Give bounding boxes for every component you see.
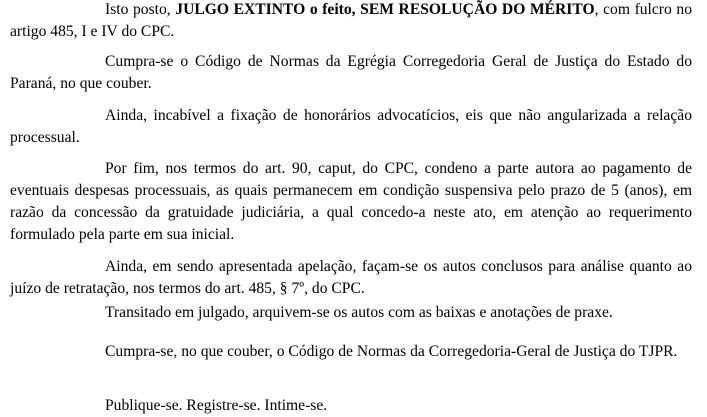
paragraph-codigo-normas: Cumpra-se o Código de Normas da Egrégia Corregedoria Geral de Justiça do Estado do Paraná, no que couber. (10, 53, 692, 92)
paragraph-cumpra-se: Cumpra-se, no que couber, o Código de Normas da Corregedoria-Geral de Justiça do TJPR. (105, 343, 678, 360)
paragraph-honorarios: Ainda, incabível a fixação de honorários advocatícios, eis que não angularizada a relação processual. (10, 107, 692, 146)
paragraph-transito: Transitado em julgado, arquivem-se os autos com as baixas e anotações de praxe. (105, 304, 613, 321)
paragraph-apelacao: Ainda, em sendo apresentada apelação, façam-se os autos conclusos para análise quanto ao juízo de retratação, nos termos do art. 485, § 7º, do CPC. (10, 258, 692, 297)
paragraph-publique-se: Publique-se. Registre-se. Intime-se. (105, 397, 328, 414)
paragraph-dispositivo (10, 0, 692, 43)
paragraph-tail: , com fulcro no artigo 485, I e IV do CPC. (10, 1, 692, 40)
paragraph-despesas: Por fim, nos termos do art. 90, caput, do CPC, condeno a parte autora ao pagamento de eventuais despesas processuais, as quais permanecem em condição suspensiva pelo prazo de 5 (anos), em razão da concessão da gratuidade judiciária, a qual concedo-a neste ato, em atenção ao requerimento formulado pela parte em sua inicial. (10, 160, 692, 243)
paragraph-bold-ruling: JULGO EXTINTO o feito, SEM RESOLUÇÃO DO MÉRITO (175, 1, 595, 18)
paragraph-lead: Isto posto, (105, 1, 176, 18)
